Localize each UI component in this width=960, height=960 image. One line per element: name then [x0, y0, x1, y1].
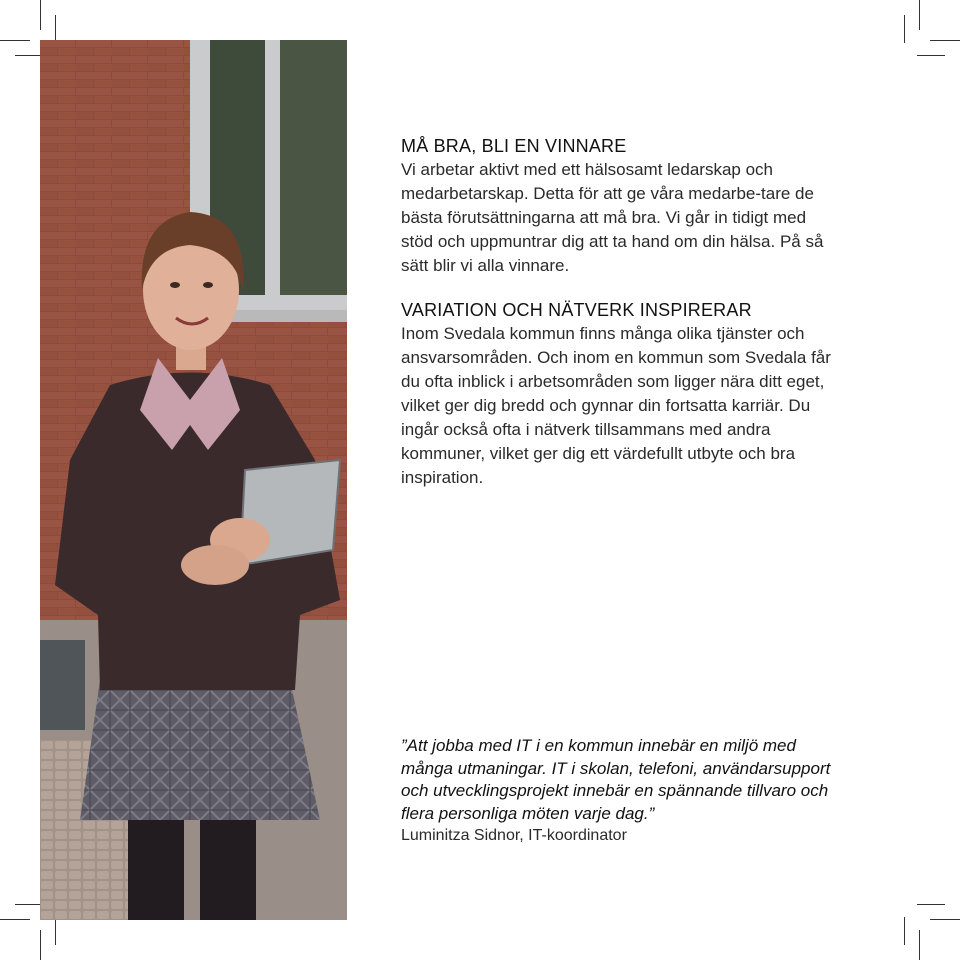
article-text [401, 134, 831, 490]
testimonial-quote: ”Att jobba med IT i en kommun innebär en miljö med många utmaningar. IT i skolan, telefoni, användarsupport och utvecklingsprojekt innebär en spännande tillvaro och flera personliga möten varje dag.” [401, 736, 831, 823]
portrait-photo [40, 40, 347, 920]
crop-mark [930, 919, 960, 920]
crop-mark [0, 40, 30, 41]
crop-mark [40, 0, 41, 30]
section-body-health: Vi arbetar aktivt med ett hälsosamt ledarskap och medarbetarskap. Detta för att ge våra medarbe-tare de bästa förutsättningarna att må bra. Vi går in tidigt med stöd och uppmuntrar dig att ta hand om din hälsa. På så sätt blir vi alla vinnare. [401, 160, 824, 275]
crop-mark [917, 55, 945, 56]
section-heading-variation: VARIATION OCH NÄTVERK INSPIRERAR [401, 300, 752, 320]
crop-mark [930, 40, 960, 41]
section-heading-health: MÅ BRA, BLI EN VINNARE [401, 136, 627, 156]
crop-mark [15, 904, 43, 905]
eye [203, 282, 213, 288]
legs [200, 805, 256, 920]
plaid-skirt [80, 680, 320, 820]
portrait-illustration [40, 40, 347, 920]
crop-mark [919, 0, 920, 30]
crop-mark [917, 904, 945, 905]
crop-mark [0, 919, 30, 920]
crop-mark [904, 917, 905, 945]
testimonial [401, 735, 831, 847]
crop-mark [40, 930, 41, 960]
section-variation [401, 298, 831, 490]
window-pane [280, 40, 347, 295]
crop-mark [15, 55, 43, 56]
dark-paving [40, 640, 85, 730]
testimonial-attribution: Luminitza Sidnor, IT-koordinator [401, 827, 627, 844]
crop-mark [55, 15, 56, 43]
crop-mark [55, 917, 56, 945]
eye [170, 282, 180, 288]
crop-mark [919, 930, 920, 960]
crop-mark [904, 15, 905, 43]
hand [181, 545, 249, 585]
section-body-variation: Inom Svedala kommun finns många olika tjänster och ansvarsområden. Och inom en kommun som Svedala får du ofta inblick i arbetsområden som ligger nära ditt eget, vilket ger dig bredd och gynnar din fortsatta karriär. Du ingår också ofta i nätverk tillsammans med andra kommuner, vilket ger dig ett värdefullt utbyte och bra inspiration. [401, 324, 831, 487]
legs [128, 805, 184, 920]
